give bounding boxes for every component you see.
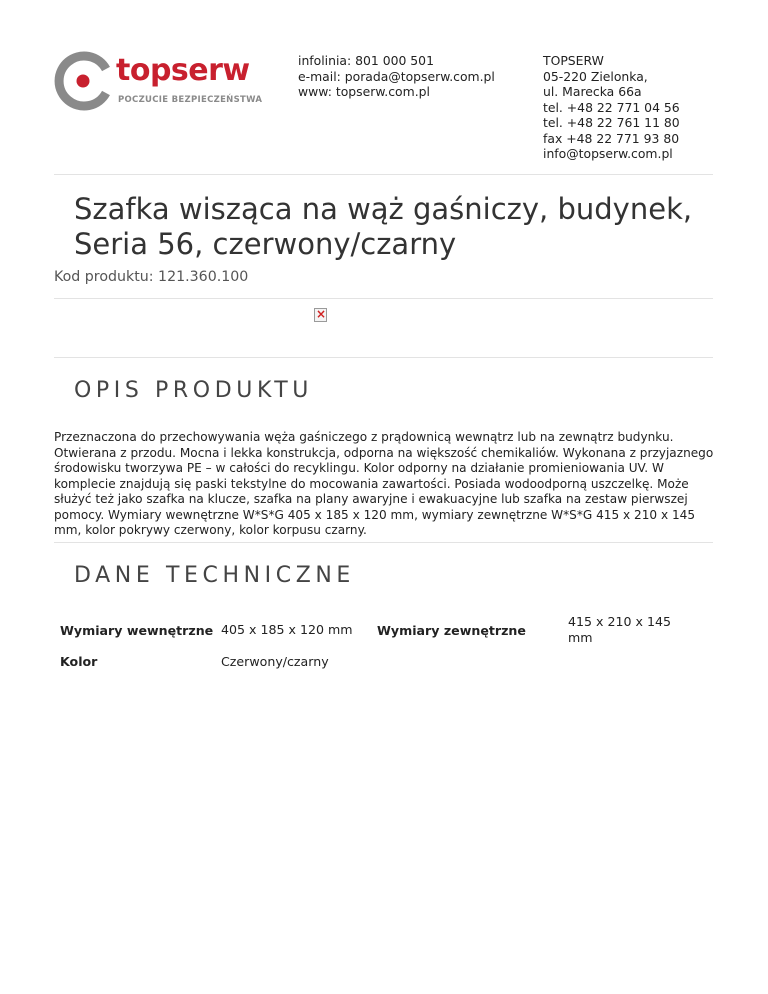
spec-inner-label: Wymiary wewnętrzne [60,623,214,638]
address-email: info@topserw.com.pl [543,146,673,161]
phone-2: tel. +48 22 761 11 80 [543,115,680,130]
address-city: 05-220 Zielonka, [543,68,648,84]
broken-image-icon [314,308,327,322]
page-header [0,0,768,175]
logo-tagline: POCZUCIE BEZPIECZEŃSTWA [118,95,263,105]
fax-number: fax +48 22 771 93 80 [543,130,680,146]
company-name: TOPSERW [543,53,604,68]
spec-color-value: Czerwony/czarny [221,654,329,669]
product-description: Przeznaczona do przechowywania węża gaśniczego z prądownicą wewnątrz lub na zewnątrz budynku. Otwierana z przodu. Mocna i lekka konstrukcja, odporna na większość chemikaliów. Wykonana z przyjaznego środowisku tworzywa PE – w całości do recyklingu. Kolor odporny na działanie promieniowania UV. W komplecie znajdują się paski tekstylne do mocowania zawartości. Posiada wodoodporną uszczelkę. Może służyć też jako szafka na klucze, szafka na plany awaryjne i ewakuacyjne lub szafka na zestaw pierwszej pomocy. Wymiary wewnętrzne W*S*G 405 x 185 x 120 mm, wymiary zewnętrzne W*S*G 415 x 210 x 145 mm, kolor pokrywy czerwony, kolor korpusu czarny. [54,430,714,537]
address-street: ul. Marecka 66a [543,84,642,99]
divider [54,174,713,175]
description-heading: OPIS PRODUKTU [74,378,314,403]
product-code: Kod produktu: 121.360.100 [54,269,249,285]
address-block [543,53,680,162]
topserw-logo [54,51,263,111]
product-title: Szafka wisząca na wąż gaśniczy, budynek, Seria 56, czerwony/czarny [74,192,693,261]
spec-outer-value: 415 x 210 x 145 mm [568,614,672,645]
phone-1: tel. +48 22 771 04 56 [543,99,680,115]
divider [54,357,713,358]
divider [54,542,713,543]
hotline-text: infolinia: 801 000 501 [298,53,434,68]
website-text: www: topserw.com.pl [298,84,430,99]
divider [54,298,713,299]
logo-wordmark: topserw [116,53,250,88]
specs-heading: DANE TECHNICZNE [74,563,355,588]
spec-color-label: Kolor [60,654,98,669]
spec-outer-label: Wymiary zewnętrzne [377,623,526,638]
spec-inner-value: 405 x 185 x 120 mm [221,622,353,637]
logo-mark-icon [54,51,114,111]
email-text: e-mail: porada@topserw.com.pl [298,68,495,84]
contact-block [298,53,495,100]
